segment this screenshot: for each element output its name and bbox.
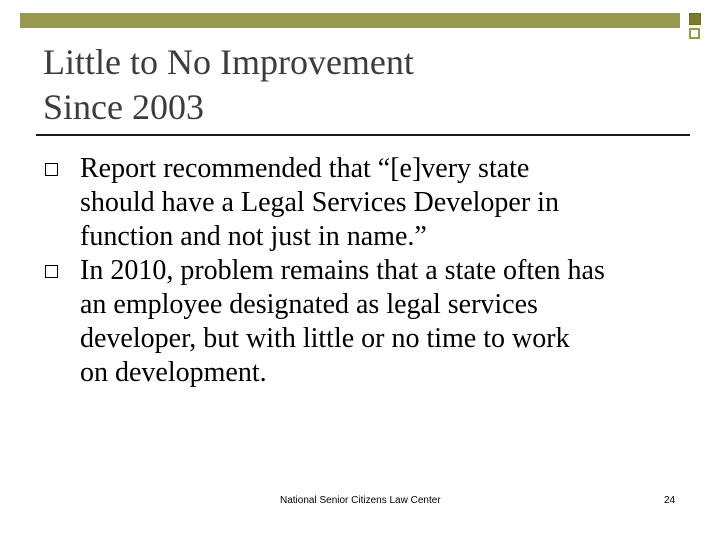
bullet-item bbox=[40, 254, 700, 390]
title-divider bbox=[36, 134, 690, 136]
corner-outline-square bbox=[689, 28, 700, 39]
corner-filled-square bbox=[689, 13, 701, 25]
title-line-1: Little to No Improvement bbox=[43, 42, 414, 82]
bullet-2-line-1: In 2010, problem remains that a state often has bbox=[80, 255, 605, 286]
page-number: 24 bbox=[664, 495, 676, 506]
bullet-2-line-4: on development. bbox=[80, 357, 267, 388]
bullet-2-line-3: developer, but with little or no time to work bbox=[80, 323, 570, 354]
hollow-square-bullet-icon bbox=[45, 163, 58, 176]
bullet-text bbox=[80, 254, 700, 390]
slide-title bbox=[43, 40, 414, 130]
top-accent-bar bbox=[20, 13, 680, 28]
bullet-text bbox=[80, 152, 700, 254]
title-line-2: Since 2003 bbox=[43, 87, 204, 127]
bullet-item bbox=[40, 152, 700, 254]
bullet-1-line-2: should have a Legal Services Developer in bbox=[80, 187, 559, 218]
bullet-2-line-2: an employee designated as legal services bbox=[80, 289, 538, 320]
bullet-1-line-3: function and not just in name.” bbox=[80, 221, 427, 252]
hollow-square-bullet-icon bbox=[45, 265, 58, 278]
bullet-1-line-1: Report recommended that “[e]very state bbox=[80, 153, 530, 184]
slide-footer: National Senior Citizens Law Center bbox=[280, 495, 441, 506]
bullet-list bbox=[40, 152, 700, 390]
